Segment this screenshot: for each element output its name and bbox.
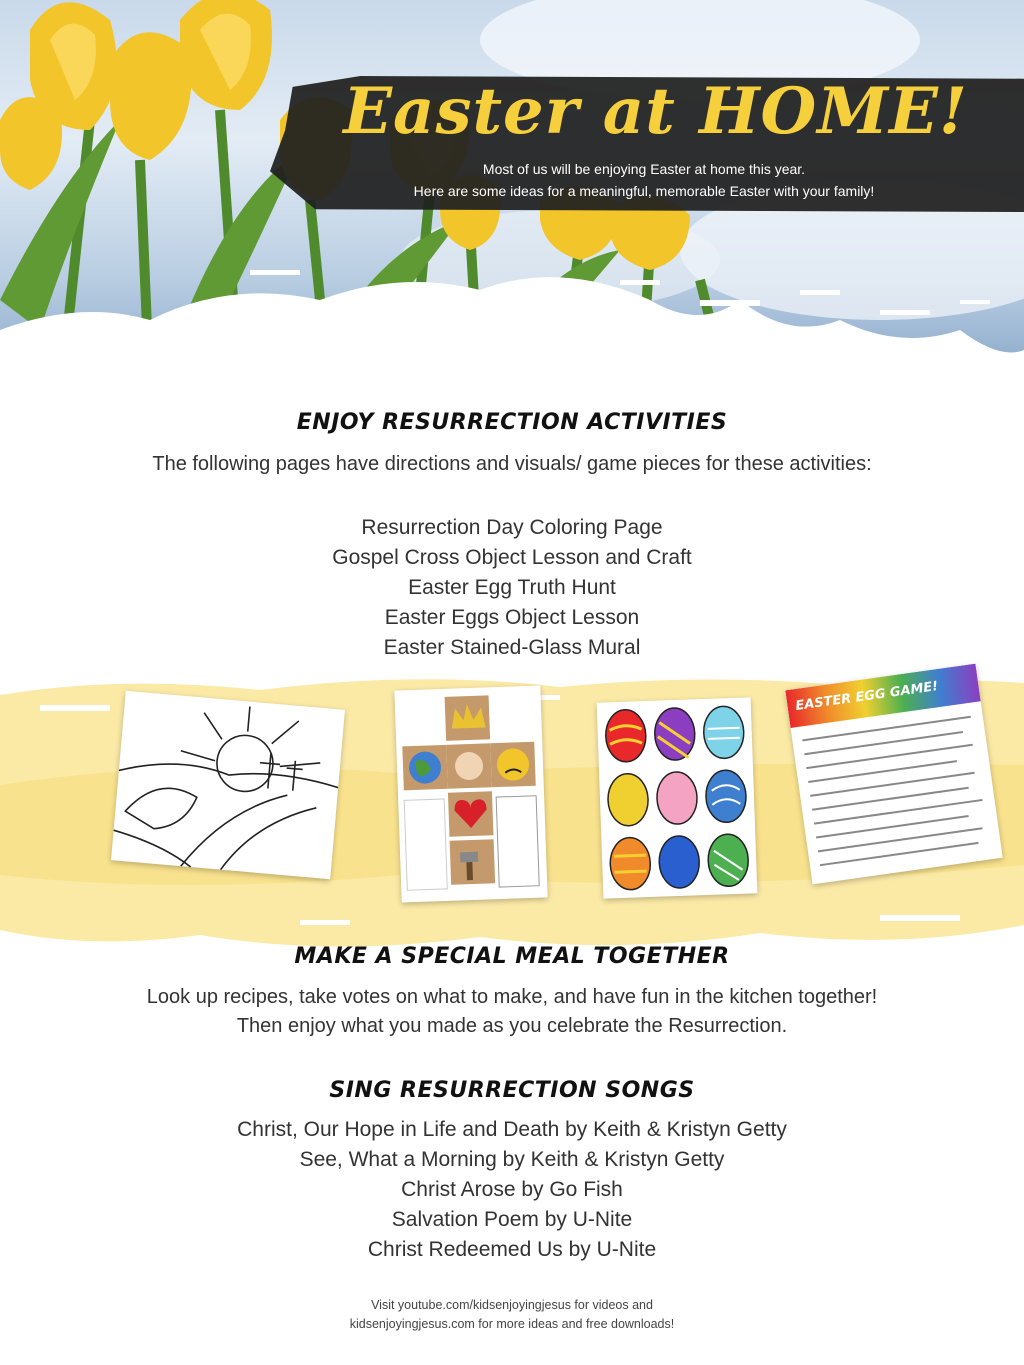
egg-game-lines <box>785 664 1002 885</box>
meal-line: Then enjoy what you made as you celebrate the Resurrection. <box>236 1015 788 1037</box>
list-item: Salvation Poem by U-Nite <box>391 1208 633 1231</box>
hero-subtitle <box>344 158 944 202</box>
coloring-page-thumbnail <box>111 691 345 880</box>
egg-game-title: EASTER EGG GAME! <box>794 679 940 714</box>
coloring-page-drawing <box>111 691 345 880</box>
list-item: Easter Egg Truth Hunt <box>408 576 616 599</box>
activities-list <box>0 513 1024 663</box>
list-item: Gospel Cross Object Lesson and Craft <box>332 546 692 569</box>
list-item: Christ Arose by Go Fish <box>401 1178 623 1201</box>
list-item: See, What a Morning by Keith & Kristyn Getty <box>299 1148 725 1171</box>
list-item: Easter Stained-Glass Mural <box>383 636 641 659</box>
list-item: Easter Eggs Object Lesson <box>384 606 640 629</box>
meal-line: Look up recipes, take votes on what to make, and have fun in the kitchen together! <box>146 986 878 1008</box>
meal-heading: MAKE A SPECIAL MEAL TOGETHER <box>294 944 730 969</box>
footer <box>0 1296 1024 1334</box>
gospel-cross-thumbnail <box>394 686 547 903</box>
hero-subtitle-line: Most of us will be enjoying Easter at home this year. <box>482 161 806 177</box>
easter-eggs-thumbnail <box>597 697 758 898</box>
gospel-cross-drawing <box>394 686 547 903</box>
list-item: Christ Redeemed Us by U-Nite <box>367 1238 657 1261</box>
activities-intro: The following pages have directions and visuals/ game pieces for these activities: <box>152 453 872 475</box>
songs-heading: SING RESURRECTION SONGS <box>329 1078 695 1103</box>
page-title: Easter at HOME! <box>343 74 968 149</box>
footer-line: Visit youtube.com/kidsenjoyingjesus for videos and <box>371 1298 653 1312</box>
footer-line: kidsenjoyingjesus.com for more ideas and free downloads! <box>349 1317 675 1331</box>
activities-heading: ENJOY RESURRECTION ACTIVITIES <box>296 410 728 435</box>
list-item: Resurrection Day Coloring Page <box>361 516 663 539</box>
songs-list <box>0 1115 1024 1265</box>
easter-eggs-drawing <box>597 697 758 898</box>
hero-subtitle-line: Here are some ideas for a meaningful, memorable Easter with your family! <box>413 183 875 199</box>
egg-game-thumbnail <box>785 664 1002 885</box>
list-item: Christ, Our Hope in Life and Death by Keith & Kristyn Getty <box>237 1118 787 1141</box>
hero-banner <box>0 0 1024 400</box>
